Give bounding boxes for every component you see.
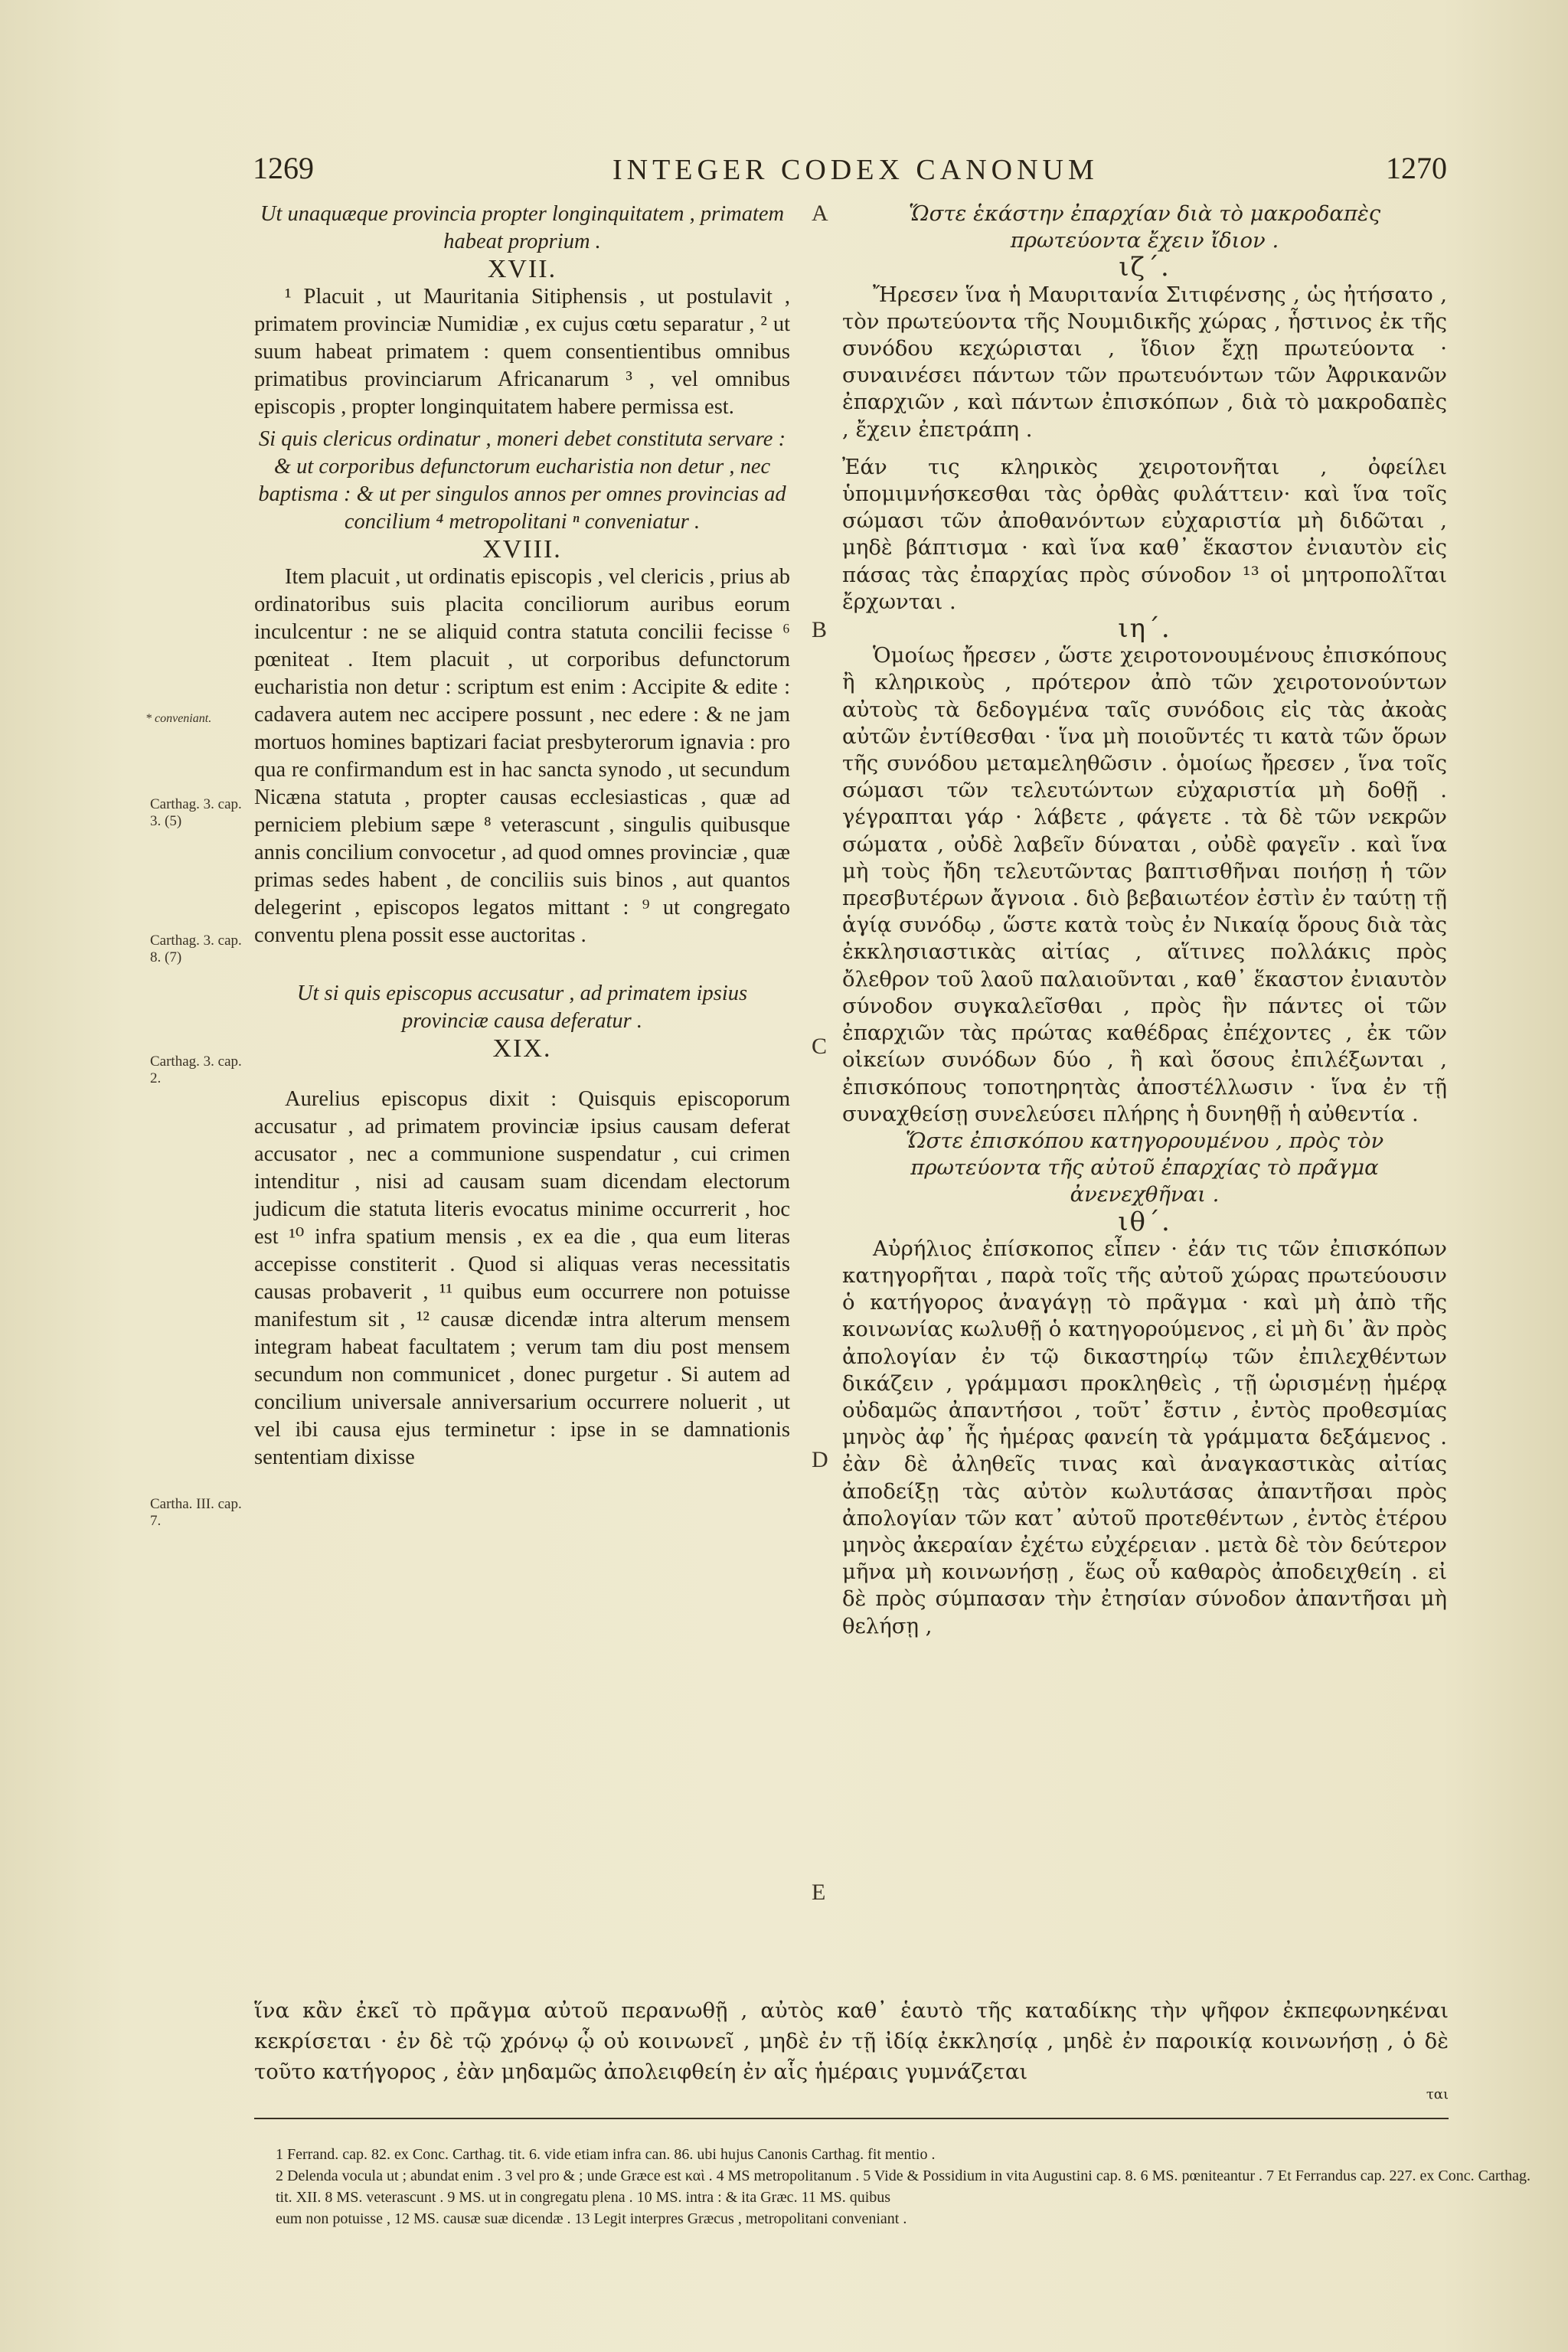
latin-rubric-3: Ut si quis episcopus accusatur , ad primatem ipsius provinciæ causa deferatur . xyxy=(296,982,748,1033)
section-letter-b: B xyxy=(812,617,828,642)
latin-paragraph-3: Aurelius episcopus dixit : Quisquis episcoporum accusatur , ad primatem provinciæ ipsius causam deferat accusator , nec a communione suspendatur , cui crimen intenditur , nisi ad causam suam dicendam electorum judicum die statuta literis evocatus minime occurrerit , hoc est ¹⁰ infra spatium mensis , ex ea die , qua eum literas accepisse constiterit . Quod si aliquas veras necessitatis causas probaverit , ¹¹ quibus eum occurrere non potuisse manifestum sit , ¹² causæ dicendæ intra alterum mensem integram habeat facultatem ; verum tam diu post mensem secundum non communicet , donec purgetur . Si autem ad concilium universale anniversarium occurrere noluerit , ut vel ibi causa ejus terminetur : ipse in se damnationis sententiam dixisse xyxy=(254,1087,790,1469)
latin-column xyxy=(254,201,790,1472)
page-header xyxy=(253,150,1447,196)
page-number-right: 1270 xyxy=(1386,151,1447,185)
greek-canon-number-3: ιθ΄. xyxy=(1118,1206,1171,1237)
greek-paragraph-2: Ὁμοίως ἤρεσεν , ὥστε χειροτονουμένους ἐπισκόπους ἢ κληρικοὺς , πρότερον ἀπὸ τῶν χειροτονούντων αὐτοὺς τὰ δεδογμένα ταῖς συνόδοις εἰς τὰς ἀκοὰς αὐτῶν ἐντίθεσθαι · ἵνα μὴ ποιοῦντές τι κατὰ τῶν ὅρων τῆς συνόδου μεταμεληθῶσιν . ὁμοίως ἤρεσεν , ἵνα τοῖς σώμασι τῶν τελευτώντων εὐχαριστία μὴ δοθῇ . γέγραπται γάρ · λάβετε , φάγετε . τὰ δὲ τῶν νεκρῶν σώματα , οὐδὲ λαβεῖν δύναται , οὐδὲ φαγεῖν . καὶ ἵνα μὴ τοὺς ἤδη τελευτῶντας βαπτισθῆναι ποιήσῃ ἡ τῶν πρεσβυτέρων ἄγνοια . διὸ βεβαιωτέον ἐστὶν ἐν ταύτῃ τῇ ἁγίᾳ συνόδῳ , ὥστε κατὰ τοὺς ἐν Νικαίᾳ ὅρους διὰ τὰς ἐκκλησιαστικὰς αἰτίας , αἵτινες πολλάκις πρὸς ὄλεθρον τοῦ λαοῦ παλαιοῦνται , καθ᾽ ἕκαστον ἐνιαυτὸν σύνοδον συγκαλεῖσθαι , πρὸς ἣν πάντες οἱ τῶν ἐπαρχιῶν τὰς πρώτας καθέδρας ἐπέχοντες , ἐκ τῶν οἰκείων συνόδων δύο , ἢ καὶ ὅσους ἐπιλέξωνται , ἐπισκόπους τοποτηρητὰς ἀποστέλλωσιν · ἵνα ἐν τῇ συναχθείσῃ συνελεύσει πλήρης ἡ δυνηθῇ ἡ αὐθεντία . xyxy=(842,643,1447,1126)
greek-canon-number-1: ιζ΄. xyxy=(1119,252,1171,283)
greek-paragraph-3: Αὐρήλιος ἐπίσκοπος εἶπεν · ἐάν τις τῶν ἐπισκόπων κατηγορῆται , παρὰ τοῖς τῆς αὐτοῦ χώρας πρωτεύουσιν ὁ κατήγορος ἀναγάγῃ τὸ πρᾶγμα · καὶ μὴ ἀπὸ τῆς κοινωνίας κωλυθῇ ὁ κατηγορούμενος , εἰ μὴ δι᾽ ἂν πρὸς ἀπολογίαν ἐν τῷ δικαστηρίῳ τῶν ἐπιλεχθέντων δικάζειν , γράμμασι προκληθεὶς , τῇ ὡρισμένῃ ἡμέρᾳ οὐδαμῶς ἀπαντήσοι , τοῦτ᾽ ἔστιν , ἐντὸς προθεσμίας μηνὸς ἀφ᾽ ἧς ἡμέρας φανείη τὰ γράμματα δεξάμενος . ἐὰν δὲ ἀληθεῖς τινας καὶ ἀναγκαστικὰς αἰτίας ἀποδείξῃ τὰς αὐτὸν κωλυτάσας ἀπαντῆσαι πρὸς ἀπολογίαν τῶν κατ᾽ αὐτοῦ προτεθέντων , ἐντὸς ἑτέρου μηνὸς ἀκεραίαν ἐχέτω εὐχέρειαν . μετὰ δὲ τὸν δεύτερον μῆνα μὴ κοινωνήσῃ , ἕως οὗ καθαρὸς ἀποδειχθείη . εἰ δὲ πρὸς σύμπασαν τὴν ἐτησίαν σύνοδον ἀπαντῆσαι μὴ θελήσῃ , xyxy=(842,1236,1447,1638)
footnote-line: tit. XII. 8 MS. veterascunt . 9 MS. ut in congregatu plena . 10 MS. intra : & ita Græc. 11 MS. quibus xyxy=(276,2189,891,2206)
section-letter-d: D xyxy=(812,1447,828,1472)
greek-rubric-1: Ὥστε ἑκάστην ἐπαρχίαν διὰ τὸ μακροδαπὲς πρωτεύοντα ἔχειν ἴδιον . xyxy=(908,201,1381,253)
margin-note-carthag-3-2: Carthag. 3. cap. 2. xyxy=(150,1054,242,1086)
catchword: ται xyxy=(1426,2086,1449,2102)
greek-rubric-2: Ἐάν τις κληρικὸς χειροτονῆται , ὀφείλει ὑπομιμνήσκεσθαι τὰς ὀρθὰς φυλάττειν· καὶ ἵνα τοῖς σώμασι τῶν ἀποθανόντων εὐχαριστία μὴ διδῶται , μηδὲ βάπτισμα · καὶ ἵνα καθ᾽ ἕκαστον ἐνιαυτὸν εἰς πάσας τὰς ἐπαρχίας πρὸς σύνοδον ¹³ οἱ μητροπολῖται ἔρχωνται . xyxy=(842,454,1447,614)
running-title: INTEGER CODEX CANONUM xyxy=(612,154,1099,186)
greek-paragraph-1: Ἤρεσεν ἵνα ἡ Μαυριτανία Σιτιφένσης , ὡς ἠτήσατο , τὸν πρωτεύοντα τῆς Νουμιδικῆς χώρας , ἧστινος ἐκ τῆς συνόδου κεχώρισται , ἴδιον ἔχῃ πρωτεύοντα · συναινέσει πάντων τῶν πρωτευόντων τῶν Ἀφρικανῶν ἐπαρχιῶν , καὶ πάντων ἐπισκόπων , διὰ τὸ μακροδαπὲς , ἔχειν ἐπετράπη . xyxy=(842,282,1447,442)
footnote-line: 1 Ferrand. cap. 82. ex Conc. Carthag. tit. 6. vide etiam infra can. 86. ubi hujus Canonis Carthag. fit mentio . xyxy=(276,2146,936,2163)
margin-note-conveniant: * conveniant. xyxy=(145,712,212,725)
section-letter-c: C xyxy=(812,1034,828,1059)
greek-continuation-text: ἵνα κἂν ἐκεῖ τὸ πρᾶγμα αὐτοῦ περανωθῇ , αὐτὸς καθ᾽ ἑαυτὸ τῆς καταδίκης τὴν ψῆφον ἐκπεφωνηκέναι κεκρίσεται · ἐν δὲ τῷ χρόνῳ ᾧ οὐ κοινωνεῖ , μηδὲ ἐν τῇ ἰδίᾳ ἐκκλησίᾳ , μηδὲ ἐν παροικίᾳ κοινωνήσῃ , ὁ δὲ τοῦτο κατήγορος , ἐὰν μηδαμῶς ἀπολειφθείη ἐν αἷς ἡμέραις γυμνάζεται xyxy=(254,1998,1449,2084)
greek-rubric-3: Ὥστε ἐπισκόπου κατηγορουμένου , πρὸς τὸν πρωτεύοντα τῆς αὐτοῦ ἐπαρχίας τὸ πρᾶγμα ἀνενεχθῆναι . xyxy=(905,1128,1384,1207)
latin-rubric-1: Ut unaquæque provincia propter longinquitatem , primatem habeat proprium . xyxy=(260,202,785,253)
greek-canon-number-2: ιη΄. xyxy=(1118,613,1171,645)
footnote-line: 2 Delenda vocula ut ; abundat enim . 3 vel pro & ; unde Græce est καὶ . 4 MS metropolitanum . 5 Vide & Possidium in vita Augustini cap. 8. 6 MS. pœniteantur . 7 Et Ferrandus cap. 227. ex Conc. Carthag. xyxy=(276,2167,1530,2184)
margin-note-carthag-3-8: Carthag. 3. cap. 8. (7) xyxy=(150,933,242,965)
latin-canon-number-2: XVIII. xyxy=(482,535,562,564)
greek-continuation xyxy=(254,1995,1449,2102)
latin-paragraph-1: ¹ Placuit , ut Mauritania Sitiphensis , ut postulavit , primatem provinciæ Numidiæ , ex cujus cœtu separatur , ² ut suum habeat primatem : quem consentientibus omnibus primatibus provinciarum Africanarum ³ , vel omnibus episcopis , propter longinquitatem habere permissa est. xyxy=(254,285,790,419)
latin-canon-number-1: XVII. xyxy=(487,255,557,283)
latin-paragraph-2: Item placuit , ut ordinatis episcopis , vel clericis , prius ab ordinatoribus suis placita conciliorum auribus eorum inculcentur : ne se aliquid contra statuta concilii fecisse ⁶ pœniteat . Item placuit , ut corporibus defunctorum eucharistia non detur : scriptum est enim : Accipite & edite : cadavera autem nec accipere possunt , nec edere : & ne jam mortuos homines baptizari faciat presbyterorum ignavia : pro qua re confirmandum est in hac sancta synodo , ut secundum Nicæna statuta , propter causas ecclesiasticas , quæ ad perniciem plebium sæpe ⁸ veterascunt , singulis quibusque annis concilium convocetur , ad quod omnes provinciæ , quæ primas sedes habent , de conciliis suis binos , aut quantos delegerint , episcopos legatos mittant : ⁹ ut congregato conventu plena possit esse auctoritas . xyxy=(254,565,790,947)
page-number-left: 1269 xyxy=(253,151,314,185)
margin-note-carthag-3-3: Carthag. 3. cap. 3. (5) xyxy=(150,796,242,829)
latin-rubric-2: Si quis clericus ordinatur , moneri debet constituta servare : & ut corporibus defunctorum eucharistia non detur , nec baptisma : & ut per singulos annos per omnes provincias ad concilium ⁴ metropolitani ⁿ conveniatur . xyxy=(258,427,786,534)
section-letter-e: E xyxy=(812,1880,826,1905)
margin-note-cartha-iii-7: Cartha. III. cap. 7. xyxy=(150,1496,242,1529)
section-letter-a: A xyxy=(812,201,828,226)
greek-column xyxy=(842,201,1447,1640)
footnotes xyxy=(276,2144,1530,2230)
footnote-line: eum non potuisse , 12 MS. causæ suæ dicendæ . 13 Legit interpres Græcus , metropolitani conveniant . xyxy=(276,2210,907,2227)
footnote-divider xyxy=(254,2118,1449,2119)
latin-canon-number-3: XIX. xyxy=(492,1034,552,1063)
